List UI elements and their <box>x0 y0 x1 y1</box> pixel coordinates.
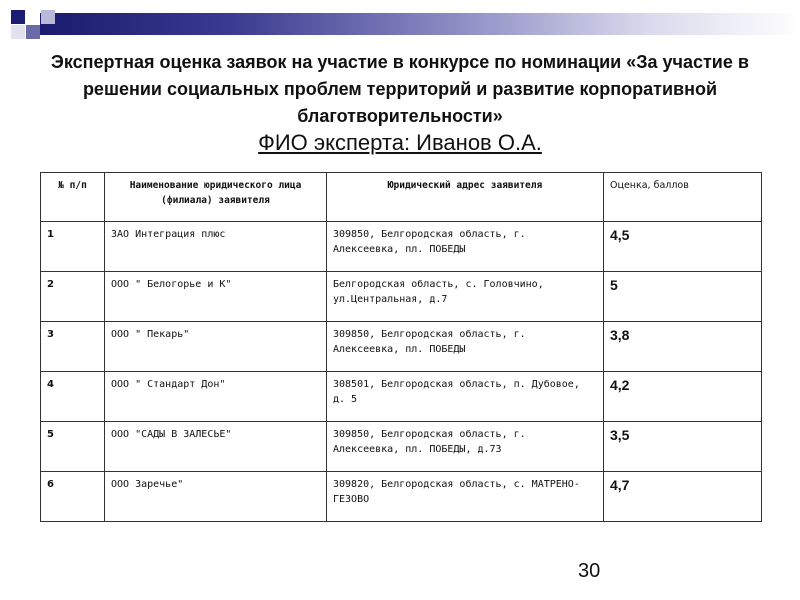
row-score: 4,2 <box>604 372 762 422</box>
row-num: 1 <box>41 222 105 272</box>
row-name: ООО "САДЫ В ЗАЛЕСЬЕ" <box>105 422 327 472</box>
row-num: 5 <box>41 422 105 472</box>
row-num: 4 <box>41 372 105 422</box>
banner-square <box>11 10 25 24</box>
row-score: 4,7 <box>604 472 762 522</box>
row-name: ООО Заречье" <box>105 472 327 522</box>
banner-gradient-bar <box>40 13 800 35</box>
row-address: 308501, Белгородская область, п. Дубовое, д. 5 <box>327 372 604 422</box>
expert-name-text: ФИО эксперта: Иванов О.А. <box>258 130 542 155</box>
row-score: 5 <box>604 272 762 322</box>
row-score: 3,8 <box>604 322 762 372</box>
row-num: 6 <box>41 472 105 522</box>
banner-square <box>26 10 40 24</box>
row-name: ЗАО Интеграция плюс <box>105 222 327 272</box>
banner-square <box>26 25 40 39</box>
table-header-row <box>41 173 762 222</box>
table-row <box>41 472 762 522</box>
row-name: ООО " Стандарт Дон" <box>105 372 327 422</box>
row-num: 2 <box>41 272 105 322</box>
table-row <box>41 222 762 272</box>
page-title: Экспертная оценка заявок на участие в конкурсе по номинации «За участие в решении социальных проблем территорий и развитие корпоративной благотворительности» <box>51 52 749 126</box>
row-name: ООО " Белогорье и К" <box>105 272 327 322</box>
header-address: Юридический адрес заявителя <box>327 173 604 222</box>
row-address: Белгородская область, с. Головчино, ул.Центральная, д.7 <box>327 272 604 322</box>
table-row <box>41 272 762 322</box>
header-num: № п/п <box>41 173 105 222</box>
page-number: 30 <box>578 560 601 582</box>
expert-name <box>40 128 760 158</box>
evaluation-table <box>40 172 762 522</box>
header-banner <box>0 0 800 48</box>
row-name: ООО " Пекарь" <box>105 322 327 372</box>
banner-square <box>41 10 55 24</box>
row-score: 3,5 <box>604 422 762 472</box>
table-row <box>41 422 762 472</box>
row-address: 309850, Белгородская область, г. Алексеевка, пл. ПОБЕДЫ, д.73 <box>327 422 604 472</box>
header-name: Наименование юридического лица (филиала) заявителя <box>105 173 327 222</box>
row-address: 309850, Белгородская область, г. Алексеевка, пл. ПОБЕДЫ <box>327 322 604 372</box>
row-num: 3 <box>41 322 105 372</box>
row-score: 4,5 <box>604 222 762 272</box>
row-address: 309850, Белгородская область, г. Алексеевка, пл. ПОБЕДЫ <box>327 222 604 272</box>
row-address: 309820, Белгородская область, с. МАТРЕНО-ГЕЗОВО <box>327 472 604 522</box>
table-row <box>41 322 762 372</box>
table-row <box>41 372 762 422</box>
banner-square <box>11 25 25 39</box>
header-score: Оценка, баллов <box>604 173 762 222</box>
